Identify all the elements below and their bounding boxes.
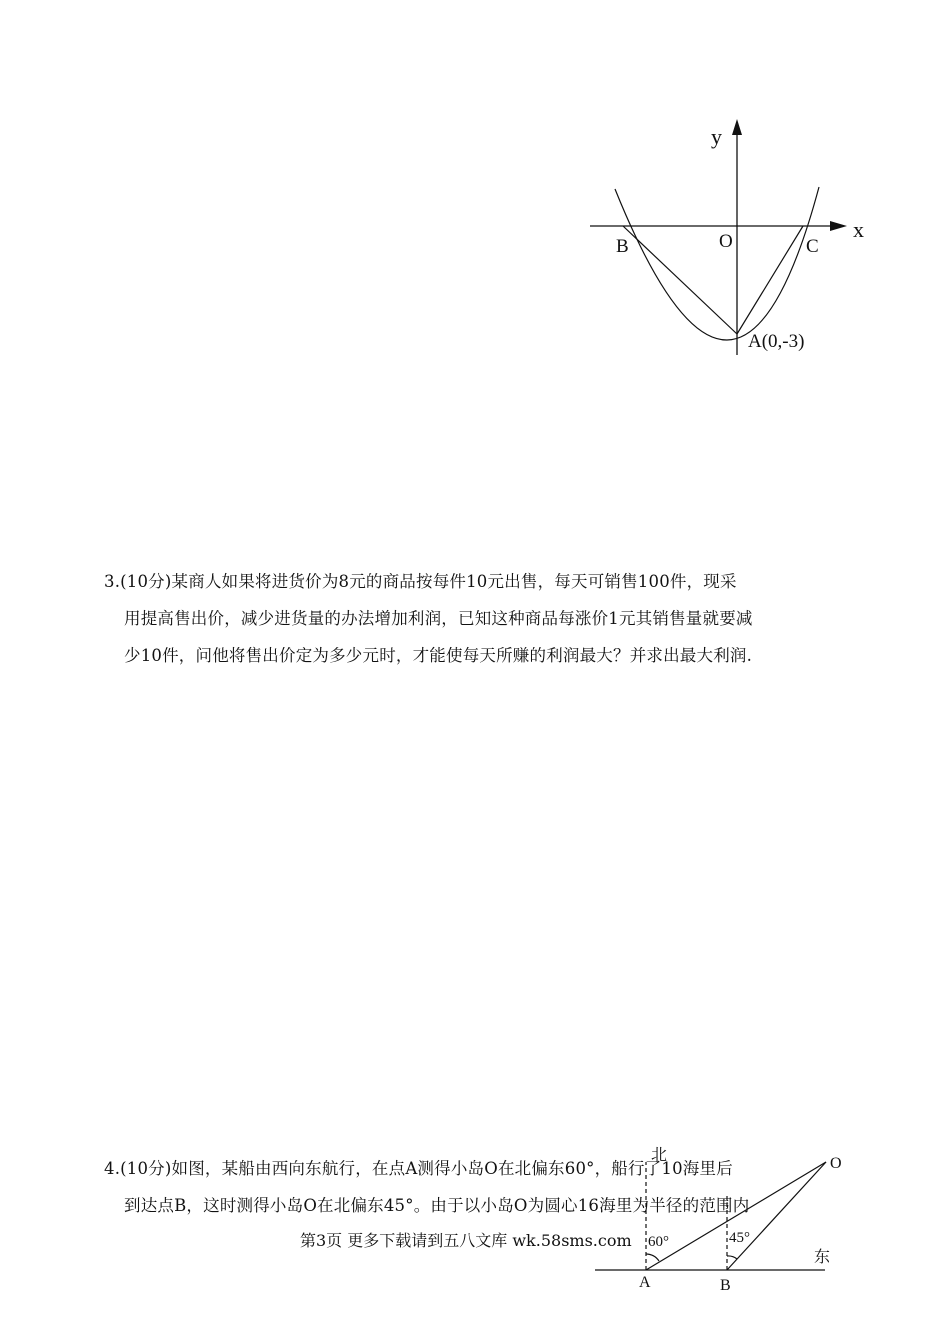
- x-axis-arrow: [830, 221, 847, 231]
- navigation-figure: [590, 1140, 850, 1300]
- angle-45-label: 45°: [729, 1230, 750, 1246]
- y-axis-label: y: [711, 124, 722, 149]
- north-label: 北: [651, 1147, 668, 1164]
- problem-3: [104, 563, 856, 674]
- parabola-curve: [615, 187, 819, 340]
- page-footer: 第3页 更多下载请到五八文库 wk.58sms.com: [300, 1231, 632, 1250]
- island-o-label: O: [830, 1155, 842, 1172]
- point-c-label: C: [806, 236, 819, 257]
- problem-4-line-2: 到达点B，这时测得小岛O在北偏东45°。由于以小岛O为圆心16海里为半径的范围内: [124, 1196, 750, 1215]
- problem-3-line-3: 少10件，问他将售出价定为多少元时，才能使每天所赚的利润最大？并求出最大利润.: [124, 646, 753, 665]
- point-a-label: A: [639, 1274, 651, 1291]
- angle-arc-b: [727, 1256, 737, 1259]
- x-axis-label: x: [853, 217, 864, 242]
- angle-60-label: 60°: [648, 1234, 669, 1250]
- point-b-label: B: [720, 1277, 731, 1294]
- problem-4-line-1: 4.(10分)如图，某船由西向东航行，在点A测得小岛O在北偏东60°，船行了10海里后: [104, 1159, 733, 1178]
- east-label: 东: [814, 1249, 831, 1266]
- parabola-figure: [585, 115, 875, 365]
- point-a-label: A(0,-3): [748, 331, 805, 352]
- angle-arc-a: [646, 1254, 659, 1261]
- line-ac: [737, 226, 803, 334]
- problem-3-line-1: 3.(10分)某商人如果将进货价为8元的商品按每件10元出售，每天可销售100件，现采: [104, 572, 737, 591]
- line-ao: [646, 1162, 826, 1270]
- point-b-label: B: [616, 236, 629, 257]
- y-axis-arrow: [732, 119, 742, 135]
- origin-label: O: [719, 231, 733, 252]
- line-bo: [727, 1162, 826, 1270]
- problem-3-line-2: 用提高售出价，减少进货量的办法增加利润，已知这种商品每涨价1元其销售量就要减: [124, 609, 753, 628]
